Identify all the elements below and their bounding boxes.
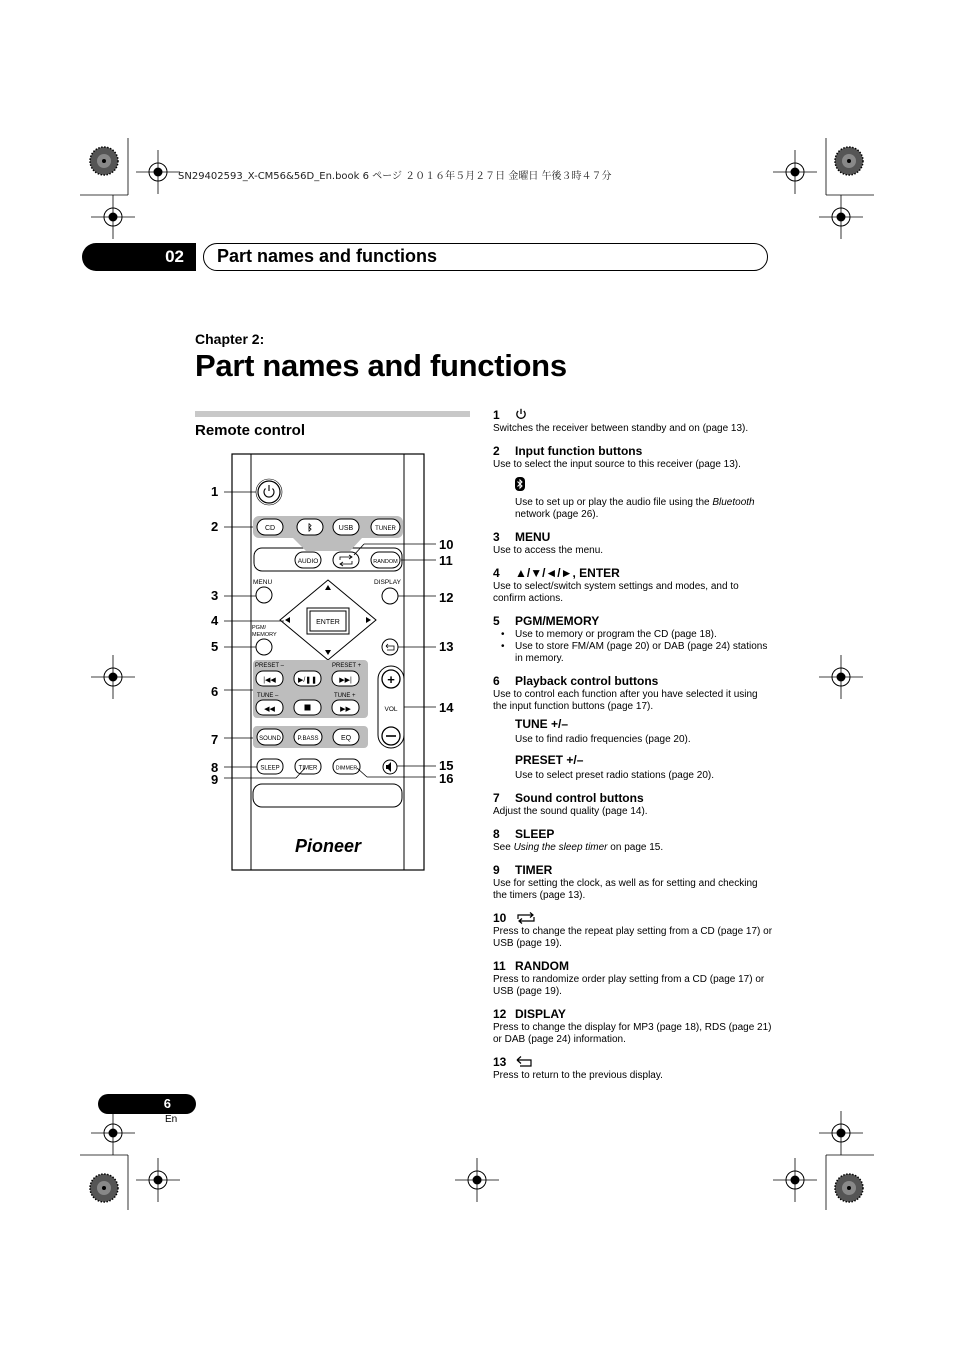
item-13 [493, 1055, 773, 1082]
item-title: PGM/MEMORY [515, 614, 600, 628]
page-title: Part names and functions [195, 348, 567, 383]
pgm-label-2: MEMORY [252, 632, 277, 638]
item-title: RANDOM [515, 959, 569, 973]
item-title: Sound control buttons [515, 791, 644, 805]
item-8 [493, 827, 773, 854]
crosshair-icon [773, 1158, 817, 1202]
bluetooth-desc-2: network (page 26). [515, 509, 599, 520]
item-description: Switches the receiver between standby and on (page 13). [493, 423, 749, 434]
item-description: Press to return to the previous display. [493, 1070, 663, 1081]
item-description: Adjust the sound quality (page 14). [493, 806, 648, 817]
callout-8: 8 [211, 760, 219, 775]
sub-title: PRESET +/– [515, 753, 584, 767]
item-description: Use to access the menu. [493, 545, 604, 556]
menu-button [256, 587, 272, 603]
item-12 [493, 1007, 773, 1046]
star-mark-icon [835, 1174, 863, 1202]
display-button [382, 588, 398, 604]
page-language: En [165, 1114, 178, 1125]
function-descriptions [493, 408, 773, 1091]
item-description: Use to control each function after you have selected it using the input function buttons (page 17). [493, 689, 758, 712]
callout-16: 16 [439, 771, 454, 786]
item-1 [493, 408, 773, 435]
item-number: 11 [493, 959, 506, 973]
item-description: Use for setting the clock, as well as for setting and checking the timers (page 13). [493, 878, 758, 901]
item-number: 8 [493, 827, 500, 841]
item-3 [493, 530, 773, 557]
callout-7: 7 [211, 732, 219, 747]
sleep-desc-2: on page 15. [607, 842, 664, 853]
callout-1: 1 [211, 484, 219, 499]
crosshair-icon [91, 1111, 135, 1155]
item-title: Input function buttons [515, 444, 643, 458]
section-title: Remote control [195, 422, 306, 439]
item-number: 12 [493, 1007, 507, 1021]
bullet-item: • Use to memory or program the CD (page 18). [515, 629, 773, 641]
bluetooth-icon [515, 477, 525, 491]
crosshair-icon [773, 150, 817, 194]
item-number: 2 [493, 444, 500, 458]
item-7 [493, 791, 773, 818]
callout-3: 3 [211, 588, 219, 603]
item-number: 13 [493, 1055, 507, 1069]
random-label: RANDOM [373, 559, 398, 565]
tune-plus-label: TUNE + [334, 693, 356, 699]
bluetooth-desc-1: Use to set up or play the audio file using the [515, 497, 713, 508]
callout-12: 12 [439, 590, 454, 605]
sleep-label: SLEEP [260, 765, 280, 772]
callout-10: 10 [439, 537, 454, 552]
item-title: SLEEP [515, 827, 555, 841]
crosshair-icon [136, 150, 180, 194]
crosshair-icon [136, 1158, 180, 1202]
star-mark-icon [90, 147, 118, 175]
page-number: 6 [98, 1094, 196, 1114]
usb-label: USB [338, 525, 354, 532]
crosshair-icon [819, 655, 863, 699]
forward-icon: ▶▶ [340, 706, 351, 713]
item-title: ▲/▼/◄/►, ENTER [515, 566, 620, 580]
chapter-bar-title: Part names and functions [217, 246, 438, 266]
crosshair-icon [91, 195, 135, 239]
power-icon [515, 408, 527, 420]
item-number: 3 [493, 530, 500, 544]
item-number: 7 [493, 791, 500, 805]
item-description: Use to select/switch system settings and modes, and to confirm actions. [493, 581, 739, 604]
item-5 [493, 614, 773, 665]
section-rule [195, 411, 470, 417]
bullet-item: • Use to store FM/AM (page 20) or DAB (page 24) stations in memory. [515, 641, 773, 665]
callout-6: 6 [211, 684, 219, 699]
chapter-label: Chapter 2: [195, 331, 265, 347]
callout-14: 14 [439, 700, 454, 715]
prev-icon: |◀◀ [263, 677, 276, 684]
print-header: SN29402593_X-CM56&56D_En.book 6 ページ ２０１６年５月２７日 金曜日 午後３時４７分 [178, 171, 612, 182]
cd-label: CD [264, 525, 276, 532]
item-description: Press to randomize order play setting from a CD (page 17) or USB (page 19). [493, 974, 765, 997]
item-2 [493, 444, 773, 521]
callout-2: 2 [211, 519, 219, 534]
callout-9: 9 [211, 772, 219, 787]
return-button [382, 639, 398, 655]
repeat-icon [515, 911, 537, 925]
item-description: Press to change the display for MP3 (page 18), RDS (page 21) or DAB (page 24) information. [493, 1022, 772, 1045]
star-mark-icon [835, 147, 863, 175]
sleep-desc-em: Using the sleep timer [513, 842, 608, 853]
pgm-memory-button [256, 639, 272, 655]
item-number: 6 [493, 674, 500, 688]
crosshair-icon [819, 195, 863, 239]
preset-minus-label: PRESET – [255, 663, 284, 669]
item-description: Use to select the input source to this receiver (page 13). [493, 459, 741, 470]
callout-5: 5 [211, 639, 219, 654]
pbass-label: P.BASS [297, 736, 319, 742]
item-number: 9 [493, 863, 500, 877]
eq-label: EQ [340, 735, 352, 742]
display-label: DISPLAY [374, 579, 401, 586]
item-title: Playback control buttons [515, 674, 659, 688]
item-4 [493, 566, 773, 605]
item-11 [493, 959, 773, 998]
item-10 [493, 911, 773, 950]
preset-plus-label: PRESET + [332, 663, 362, 669]
item-number: 5 [493, 614, 500, 628]
audio-label: AUDIO [297, 558, 319, 565]
tune-minus-label: TUNE – [257, 693, 279, 699]
tuner-label: TUNER [375, 526, 396, 532]
crosshair-icon [91, 655, 135, 699]
sound-label: SOUND [259, 736, 281, 742]
item-number: 4 [493, 566, 500, 580]
rewind-icon: ◀◀ [264, 706, 275, 713]
item-title: TIMER [515, 863, 553, 877]
plus-icon: + [387, 672, 395, 687]
item-9 [493, 863, 773, 902]
play-pause-icon: ▶/❚❚ [297, 677, 318, 684]
bluetooth-desc-em: Bluetooth [712, 497, 755, 508]
sub-description: Use to select preset radio stations (page 20). [515, 770, 714, 781]
item-6 [493, 674, 773, 782]
item-title: DISPLAY [515, 1007, 566, 1021]
stop-icon [305, 705, 311, 711]
sleep-desc-1: See [493, 842, 514, 853]
timer-label: TIMER [298, 765, 318, 772]
menu-label: MENU [253, 579, 273, 586]
star-mark-icon [90, 1174, 118, 1202]
pgm-label-1: PGM/ [252, 625, 267, 631]
item-title: MENU [515, 530, 551, 544]
return-icon [515, 1055, 535, 1068]
enter-label: ENTER [316, 619, 340, 626]
next-icon: ▶▶| [339, 677, 352, 684]
item-description: Press to change the repeat play setting from a CD (page 17) or USB (page 19). [493, 926, 773, 949]
power-button [258, 481, 280, 503]
dimmer-label: DIMMER [335, 765, 358, 772]
item-number: 1 [493, 408, 500, 422]
item-number: 10 [493, 911, 507, 925]
remote-control-illustration [205, 450, 460, 880]
pioneer-logo: Pioneer [294, 836, 362, 856]
bluetooth-icon: ᛒ [307, 522, 313, 533]
callout-11: 11 [439, 553, 453, 568]
callout-15: 15 [439, 758, 454, 773]
vol-label: VOL [384, 706, 398, 713]
repeat-button [333, 552, 359, 568]
chapter-number-badge: 02 [82, 243, 196, 271]
crosshair-icon [819, 1111, 863, 1155]
sub-title: TUNE +/– [515, 717, 569, 731]
sub-description: Use to find radio frequencies (page 20). [515, 734, 691, 745]
callout-13: 13 [439, 639, 454, 654]
crosshair-icon [455, 1158, 499, 1202]
callout-4: 4 [211, 613, 219, 628]
